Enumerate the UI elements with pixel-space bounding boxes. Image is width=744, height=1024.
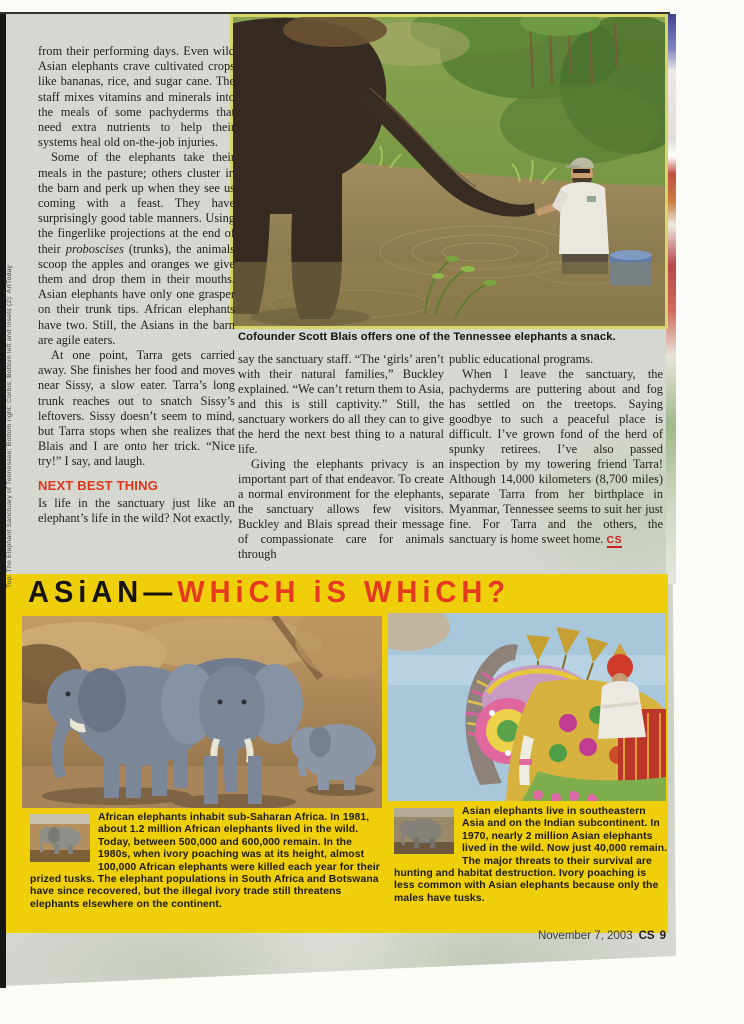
elephant-head-fuzz — [283, 14, 387, 47]
article-paragraph: Is life in the sanctuary just like an elephant’s life in the wild? Not exactly, — [38, 495, 235, 526]
feature-title-black: ASiAN— — [28, 576, 178, 610]
asian-elephant-photo — [388, 613, 666, 801]
article-paragraph: from their performing days. Even wild Asian elephants crave cultivated crops like bananas, rice, and sugar cane. The staff mixes vitamins and minerals into the meals of some pachyderms that need extra nutrients to help their systems heal old on-the-job injuries. — [38, 44, 235, 150]
article-column-1 — [38, 44, 235, 526]
footer-date: November 7, 2003 — [537, 930, 633, 942]
article-end-mark: CS — [606, 534, 623, 546]
photo-caption: Cofounder Scott Blais offers one of the Tennessee elephants a snack. — [238, 331, 616, 343]
african-inset-photo — [30, 814, 90, 862]
asian-inset-photo — [394, 808, 454, 854]
article-paragraph: say the sanctuary staff. “The ‘girls’ aren’t with their natural families,” Buckley explained. “We can’t return them to Asia, and this is still captivity.” Still, the sanctuary workers do all they can to give the herd the next best thing to a natural life. — [238, 352, 444, 456]
trainer-shirt — [559, 182, 609, 254]
african-caption: African elephants inhabit sub-Saharan Africa. In 1981, about 1.2 million African elephants lived in the wild. Today, between 500,000 and 600,000 remain. In the 1980s, when ivory poaching was at its height, almost 100,000 African elephants were killed each year for their prized tusks. The elephant populations in South Africa and Botswana have since recovered, but the illegal ivory trade still threatens elephants elsewhere on the continent. — [30, 812, 380, 910]
footer-brand: CS — [638, 930, 655, 942]
article-paragraph: Giving the elephants privacy is an important part of that endeavor. To create a normal environment for the elephants, the sanctuary allows few visitors. Buckley and Blais spread their message of compassionate care for animals through — [238, 457, 444, 561]
feature-title-red: WHiCH iS WHiCH? — [177, 576, 510, 610]
article-column-3 — [449, 352, 663, 548]
feature-title — [28, 576, 510, 610]
article-paragraph: When I leave the sanctuary, the pachyderms are puttering about and fog has settled on the treetops. Saying goodbye to such a peaceful place is difficult. I’ve grown fond of the herd of spunky retirees. I’ve also passed inspection by my towering friend Tarra! Although 14,000 kilometers (8,700 miles) separate Tarra from her birthplace in Myanmar, Tennessee seems to suit her just fine. For Tarra and the others, the sanctuary is home sweet home. CS — [449, 367, 663, 546]
article-paragraph: public educational programs. — [449, 352, 594, 366]
photo-credit-vertical: Top: The Elephant Sanctuary of Tennessee; Bottom right: Corbis; Bottom left and insets (2): ArtToday — [6, 264, 13, 588]
article-column-2 — [238, 352, 444, 562]
footer-page-number: 9 — [659, 930, 666, 942]
article-paragraph: At one point, Tarra gets carried away. She finishes her food and moves near Sissy, a slow eater. Tarra’s long trunk reaches out to snatch Sissy’s leftovers. Sissy doesn’t seem to mind, but Tarra stops when she realizes that Blais and I are onto her trick. “Nice try!” I say, and laugh. — [38, 348, 235, 469]
african-elephants-photo — [22, 616, 382, 808]
page-footer — [400, 930, 666, 942]
asian-caption: Asian elephants live in southeastern Asia and on the Indian subcontinent. In 1970, nearly 2 million Asian elephants lived in the wild. Now just 40,000 remain. The major threats to their survival are hunting and habitat destruction. Ivory poaching is less common with Asian elephants because only the males have tusks. — [394, 806, 668, 904]
water-overlay — [230, 262, 668, 329]
section-subhead: NEXT BEST THING — [38, 477, 159, 493]
italic-term: proboscises — [65, 241, 124, 256]
scan-edge-top — [0, 12, 670, 14]
sanctuary-photo — [230, 14, 668, 329]
article-paragraph: Some of the elephants take their meals in the pasture; others cluster in the barn and perk up when they see us coming with a feast. They have surprisingly good table manners. Using the fingerlike projections at the end of their proboscises (trunks), the animals scoop the apples and oranges we give them and drop them in their mouths. Asian elephants have only one grasper on their trunk tips. African elephants have two. Still, the Asians in the barn are agile eaters. — [38, 150, 235, 347]
